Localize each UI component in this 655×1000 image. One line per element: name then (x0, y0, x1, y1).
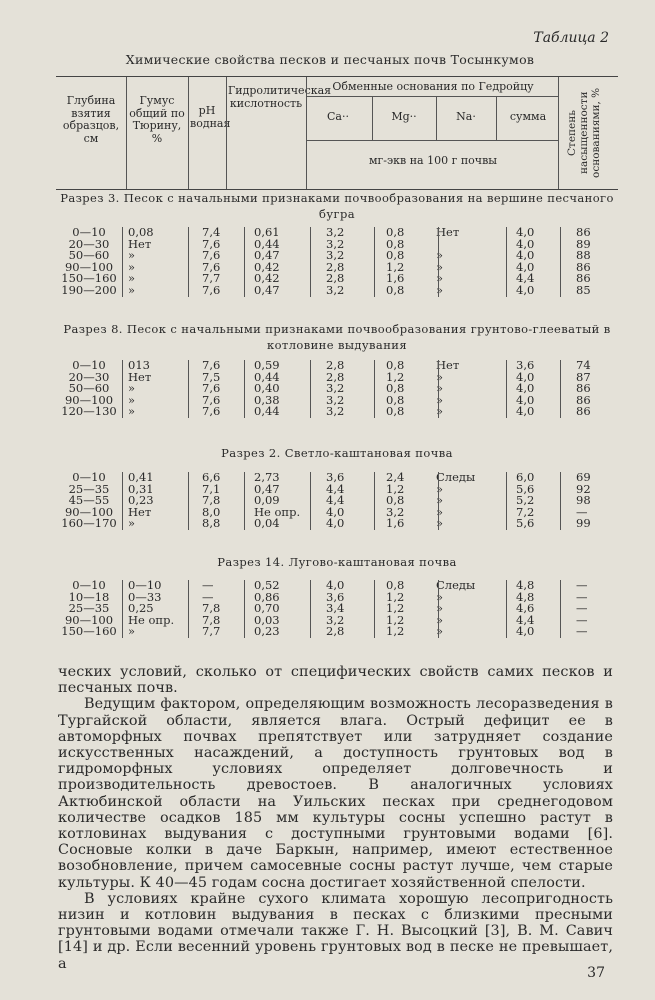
section-rows-8 (56, 360, 618, 418)
cell-ph: 7,6 (202, 404, 221, 419)
cell-depth: 45—55 (68, 493, 110, 508)
column-rule (438, 227, 439, 297)
header-units: мг-экв на 100 г почвы (368, 154, 498, 167)
cell-na: » (436, 601, 444, 616)
cell-depth: 90—100 (64, 259, 114, 274)
cell-humus: » (128, 381, 136, 396)
cell-saturation: — (576, 612, 588, 627)
body-text (58, 664, 613, 972)
cell-sum: 3,6 (516, 358, 535, 372)
cell-depth: 90—100 (64, 392, 114, 407)
column-rule (560, 580, 561, 638)
cell-saturation: 86 (576, 381, 591, 396)
cell-hydrolytic-acidity: 0,61 (254, 225, 280, 239)
cell-ph: 7,8 (202, 493, 221, 508)
cell-saturation: 74 (576, 358, 591, 372)
column-rule (560, 227, 561, 297)
table-number: Таблица 2 (533, 30, 609, 46)
cell-sum: 4,4 (516, 612, 535, 627)
cell-mg: 1,2 (386, 481, 405, 496)
cell-ca: 3,2 (326, 612, 345, 627)
cell-sum: 4,0 (516, 381, 535, 396)
cell-hydrolytic-acidity: 0,70 (254, 601, 280, 616)
cell-na: » (436, 612, 444, 627)
cell-hydrolytic-acidity: 0,47 (254, 282, 280, 297)
column-rule (560, 472, 561, 530)
cell-saturation: 89 (576, 236, 591, 251)
cell-mg: 1,2 (386, 624, 405, 639)
table-row (56, 406, 618, 418)
cell-humus: » (128, 248, 136, 263)
column-rule (244, 227, 245, 297)
column-rule (560, 360, 561, 418)
cell-humus: 013 (128, 358, 150, 372)
cell-mg: 0,8 (386, 358, 405, 372)
section-rows-2 (56, 472, 618, 530)
cell-mg: 0,8 (386, 248, 405, 263)
column-rule (122, 227, 123, 297)
cell-hydrolytic-acidity: 0,23 (254, 624, 280, 639)
cell-depth: 20—30 (68, 236, 110, 251)
cell-ph: 7,6 (202, 282, 221, 297)
cell-sum: 4,0 (516, 282, 535, 297)
cell-ca: 3,4 (326, 601, 345, 616)
table-row (56, 626, 618, 638)
cell-ca: 3,2 (326, 392, 345, 407)
cell-ph: 7,6 (202, 236, 221, 251)
cell-sum: 4,0 (516, 392, 535, 407)
cell-hydrolytic-acidity: 0,42 (254, 259, 280, 274)
cell-ca: 2,8 (326, 624, 345, 639)
cell-sum: 4,8 (516, 589, 535, 604)
column-rule (506, 360, 507, 418)
column-rule (122, 580, 123, 638)
cell-saturation: 69 (576, 470, 591, 484)
cell-saturation: 85 (576, 282, 591, 297)
cell-na: » (436, 369, 444, 384)
column-rule (122, 472, 123, 530)
cell-hydrolytic-acidity: 0,44 (254, 404, 280, 419)
cell-hydrolytic-acidity: 0,52 (254, 578, 280, 592)
cell-na: » (436, 282, 444, 297)
cell-saturation: 86 (576, 259, 591, 274)
header-sum: сумма (509, 110, 547, 123)
cell-na: » (436, 516, 444, 531)
cell-depth: 190—200 (61, 282, 117, 297)
column-rule (122, 360, 123, 418)
cell-sum: 4,0 (516, 404, 535, 419)
cell-depth: 50—60 (68, 381, 110, 396)
cell-ph: 7,6 (202, 358, 221, 372)
cell-ca: 4,0 (326, 578, 345, 592)
cell-mg: 0,8 (386, 236, 405, 251)
cell-ca: 4,4 (326, 493, 345, 508)
column-rule (310, 580, 311, 638)
cell-mg: 0,8 (386, 404, 405, 419)
header-ca: Ca·· (327, 110, 349, 123)
cell-ph: — (202, 578, 214, 592)
cell-saturation: 88 (576, 248, 591, 263)
cell-saturation: 86 (576, 271, 591, 286)
cell-ca: 3,6 (326, 470, 345, 484)
section-title-8: Разрез 8. Песок с начальными признаками почвообразования грунтово-глееватый в котловине выдувания (63, 322, 611, 352)
cell-saturation: — (576, 601, 588, 616)
cell-na: » (436, 392, 444, 407)
cell-hydrolytic-acidity: 0,59 (254, 358, 280, 372)
cell-hydrolytic-acidity: 0,03 (254, 612, 280, 627)
column-rule (310, 227, 311, 297)
cell-hydrolytic-acidity: 0,44 (254, 369, 280, 384)
table-header (56, 76, 618, 190)
cell-depth: 120—130 (61, 404, 117, 419)
cell-sum: 4,0 (516, 236, 535, 251)
cell-sum: 4,8 (516, 578, 535, 592)
cell-humus: » (128, 282, 136, 297)
cell-na: » (436, 248, 444, 263)
cell-humus: 0,23 (128, 493, 154, 508)
column-rule (506, 580, 507, 638)
cell-depth: 150—160 (61, 624, 117, 639)
cell-ph: 7,6 (202, 248, 221, 263)
column-rule (188, 580, 189, 638)
cell-ph: 8,0 (202, 504, 221, 519)
cell-humus: Нет (128, 504, 152, 519)
column-rule (438, 360, 439, 418)
column-rule (506, 472, 507, 530)
cell-ph: — (202, 589, 214, 604)
cell-ca: 3,2 (326, 248, 345, 263)
cell-na: » (436, 259, 444, 274)
table-row (56, 518, 618, 530)
cell-ca: 2,8 (326, 358, 345, 372)
column-rule (244, 472, 245, 530)
cell-saturation: — (576, 589, 588, 604)
cell-depth: 25—35 (68, 601, 110, 616)
column-rule (374, 360, 375, 418)
header-na: Na· (456, 110, 476, 123)
cell-humus: 0,31 (128, 481, 154, 496)
column-rule (374, 472, 375, 530)
cell-mg: 0,8 (386, 578, 405, 592)
cell-mg: 0,8 (386, 282, 405, 297)
page-number: 37 (587, 965, 605, 981)
cell-ca: 4,0 (326, 516, 345, 531)
cell-sum: 7,2 (516, 504, 535, 519)
cell-ph: 7,6 (202, 392, 221, 407)
cell-depth: 90—100 (64, 612, 114, 627)
cell-sum: 4,0 (516, 369, 535, 384)
cell-ph: 7,8 (202, 612, 221, 627)
cell-sum: 4,4 (516, 271, 535, 286)
header-saturation: Степень насыщенности основаниями, % (566, 87, 602, 179)
cell-hydrolytic-acidity: 0,09 (254, 493, 280, 508)
paragraph-climate: В условиях крайне сухого климата хорошую лесопригодность низин и котловин выдувания в песках с близкими пресными грунтовыми водами отмечали также Г. Н. Высоцкий [3], В. М. Савич [14] и др. Если весенний уровень грунтовых вод в песке не превышает, а (58, 890, 613, 972)
cell-hydrolytic-acidity: 0,86 (254, 589, 280, 604)
cell-depth: 20—30 (68, 369, 110, 384)
cell-na: » (436, 404, 444, 419)
column-rule (310, 360, 311, 418)
paragraph-moisture: Ведущим фактором, определяющим возможность лесоразведения в Тургайской области, является влага. Острый дефицит ее в автоморфных почвах препятствует или затрудняет создание искусственных насаждений, а доступность грунтовых вод в гидроморфных условиях определяет долговечность и производительность древостоев. В аналогичных условиях Актюбинской области на Уильских песках при среднегодовом количестве осадков 185 мм культуры сосны успешно растут в котловинах выдувания с доступными грунтовыми водами [6]. Сосновые колки в даче Баркын, например, имеют естественное возобновление, причем самосевные сосны растут лучше, чем старые культуры. К 40—45 годам сосна достигает хозяйственной спелости. (58, 696, 613, 891)
cell-mg: 1,6 (386, 271, 405, 286)
cell-depth: 50—60 (68, 248, 110, 263)
cell-saturation: — (576, 578, 588, 592)
column-rule (310, 472, 311, 530)
cell-mg: 2,4 (386, 470, 405, 484)
section-title-2: Разрез 2. Светло-каштановая почва (221, 446, 453, 460)
cell-saturation: 99 (576, 516, 591, 531)
cell-humus: 0—10 (128, 578, 162, 592)
cell-hydrolytic-acidity: 0,47 (254, 481, 280, 496)
table-row (56, 282, 618, 297)
cell-mg: 0,8 (386, 381, 405, 396)
cell-na: » (436, 271, 444, 286)
column-rule (244, 360, 245, 418)
cell-ca: 4,0 (326, 504, 345, 519)
column-rule (188, 472, 189, 530)
cell-mg: 1,2 (386, 369, 405, 384)
cell-sum: 4,0 (516, 225, 535, 239)
cell-mg: 0,8 (386, 225, 405, 239)
cell-depth: 90—100 (64, 504, 114, 519)
cell-ca: 2,8 (326, 369, 345, 384)
cell-ph: 6,6 (202, 470, 221, 484)
cell-saturation: 86 (576, 392, 591, 407)
cell-depth: 25—35 (68, 481, 110, 496)
cell-hydrolytic-acidity: 0,38 (254, 392, 280, 407)
cell-saturation: 92 (576, 481, 591, 496)
section-title-3: Разрез 3. Песок с начальными признаками почвообразования на вершине песчаного бугра (60, 191, 614, 221)
cell-humus: Не опр. (128, 612, 175, 627)
cell-humus: » (128, 404, 136, 419)
cell-humus: 0,08 (128, 225, 154, 239)
cell-ph: 7,7 (202, 624, 221, 639)
cell-ca: 3,2 (326, 404, 345, 419)
cell-humus: » (128, 624, 136, 639)
cell-sum: 5,6 (516, 481, 535, 496)
column-rule (188, 360, 189, 418)
cell-sum: 5,2 (516, 493, 535, 508)
cell-ph: 7,1 (202, 481, 221, 496)
cell-depth: 0—10 (72, 225, 106, 239)
cell-ph: 7,8 (202, 601, 221, 616)
cell-depth: 0—10 (72, 578, 106, 592)
cell-ph: 7,7 (202, 271, 221, 286)
cell-hydrolytic-acidity: 0,40 (254, 381, 280, 396)
cell-na: » (436, 624, 444, 639)
cell-humus: » (128, 259, 136, 274)
header-depth: Глубина взятия образцов, см (62, 94, 120, 145)
cell-na: Нет (436, 225, 460, 239)
cell-humus: » (128, 271, 136, 286)
cell-mg: 1,2 (386, 601, 405, 616)
cell-depth: 160—170 (61, 516, 117, 531)
cell-sum: 6,0 (516, 470, 535, 484)
column-rule (244, 580, 245, 638)
header-ph: pH водная (190, 104, 231, 130)
column-rule (374, 580, 375, 638)
cell-humus: Нет (128, 369, 152, 384)
cell-ph: 7,4 (202, 225, 221, 239)
cell-depth: 0—10 (72, 470, 106, 484)
cell-ph: 7,6 (202, 259, 221, 274)
cell-na: » (436, 493, 444, 508)
column-rule (438, 472, 439, 530)
header-humus: Гумус общий по Тюрину, % (129, 94, 185, 145)
cell-depth: 10—18 (68, 589, 110, 604)
cell-saturation: 98 (576, 493, 591, 508)
cell-saturation: 87 (576, 369, 591, 384)
cell-hydrolytic-acidity: 0,44 (254, 236, 280, 251)
column-rule (438, 580, 439, 638)
cell-mg: 3,2 (386, 504, 405, 519)
section-rows-14 (56, 580, 618, 638)
cell-na: Нет (436, 358, 460, 372)
cell-ca: 2,8 (326, 271, 345, 286)
cell-sum: 4,0 (516, 259, 535, 274)
cell-ca: 3,2 (326, 236, 345, 251)
cell-saturation: 86 (576, 225, 591, 239)
cell-ph: 7,5 (202, 369, 221, 384)
table-title: Химические свойства песков и песчаных почв Тосынкумов (125, 52, 535, 67)
cell-ca: 4,4 (326, 481, 345, 496)
cell-na: » (436, 504, 444, 519)
section-title-14: Разрез 14. Лугово-каштановая почва (217, 555, 457, 569)
cell-hydrolytic-acidity: 0,42 (254, 271, 280, 286)
section-rows-3 (56, 227, 618, 297)
header-mg: Mg·· (391, 110, 417, 123)
cell-mg: 0,8 (386, 493, 405, 508)
paragraph-continuation: ческих условий, сколько от специфических свойств самих песков и песчаных почв. (58, 664, 613, 697)
cell-sum: 4,0 (516, 624, 535, 639)
cell-ca: 3,6 (326, 589, 345, 604)
cell-na: Следы (436, 470, 476, 484)
cell-humus: » (128, 392, 136, 407)
header-exchangeable-bases: Обменные основания по Гедройцу (332, 80, 534, 93)
cell-na: » (436, 481, 444, 496)
cell-hydrolytic-acidity: 2,73 (254, 470, 280, 484)
cell-ca: 3,2 (326, 381, 345, 396)
cell-humus: 0—33 (128, 589, 162, 604)
cell-depth: 0—10 (72, 358, 106, 372)
cell-hydrolytic-acidity: 0,04 (254, 516, 280, 531)
cell-na: » (436, 381, 444, 396)
cell-humus: Нет (128, 236, 152, 251)
cell-mg: 1,6 (386, 516, 405, 531)
cell-mg: 1,2 (386, 612, 405, 627)
cell-saturation: 86 (576, 404, 591, 419)
cell-humus: » (128, 516, 136, 531)
cell-mg: 0,8 (386, 392, 405, 407)
cell-na: Следы (436, 578, 476, 592)
cell-ph: 7,6 (202, 381, 221, 396)
cell-na: » (436, 589, 444, 604)
column-rule (506, 227, 507, 297)
cell-mg: 1,2 (386, 589, 405, 604)
cell-humus: 0,41 (128, 470, 154, 484)
cell-sum: 5,6 (516, 516, 535, 531)
cell-ca: 3,2 (326, 282, 345, 297)
cell-sum: 4,0 (516, 248, 535, 263)
cell-humus: 0,25 (128, 601, 154, 616)
cell-sum: 4,6 (516, 601, 535, 616)
column-rule (188, 227, 189, 297)
cell-ca: 2,8 (326, 259, 345, 274)
cell-hydrolytic-acidity: 0,47 (254, 248, 280, 263)
cell-ca: 3,2 (326, 225, 345, 239)
column-rule (374, 227, 375, 297)
cell-saturation: — (576, 624, 588, 639)
cell-hydrolytic-acidity: Не опр. (254, 504, 301, 519)
cell-saturation: — (576, 504, 588, 519)
cell-mg: 1,2 (386, 259, 405, 274)
cell-ph: 8,8 (202, 516, 221, 531)
header-hydrolytic-acidity: Гидролитическая кислотность (228, 84, 332, 110)
cell-depth: 150—160 (61, 271, 117, 286)
